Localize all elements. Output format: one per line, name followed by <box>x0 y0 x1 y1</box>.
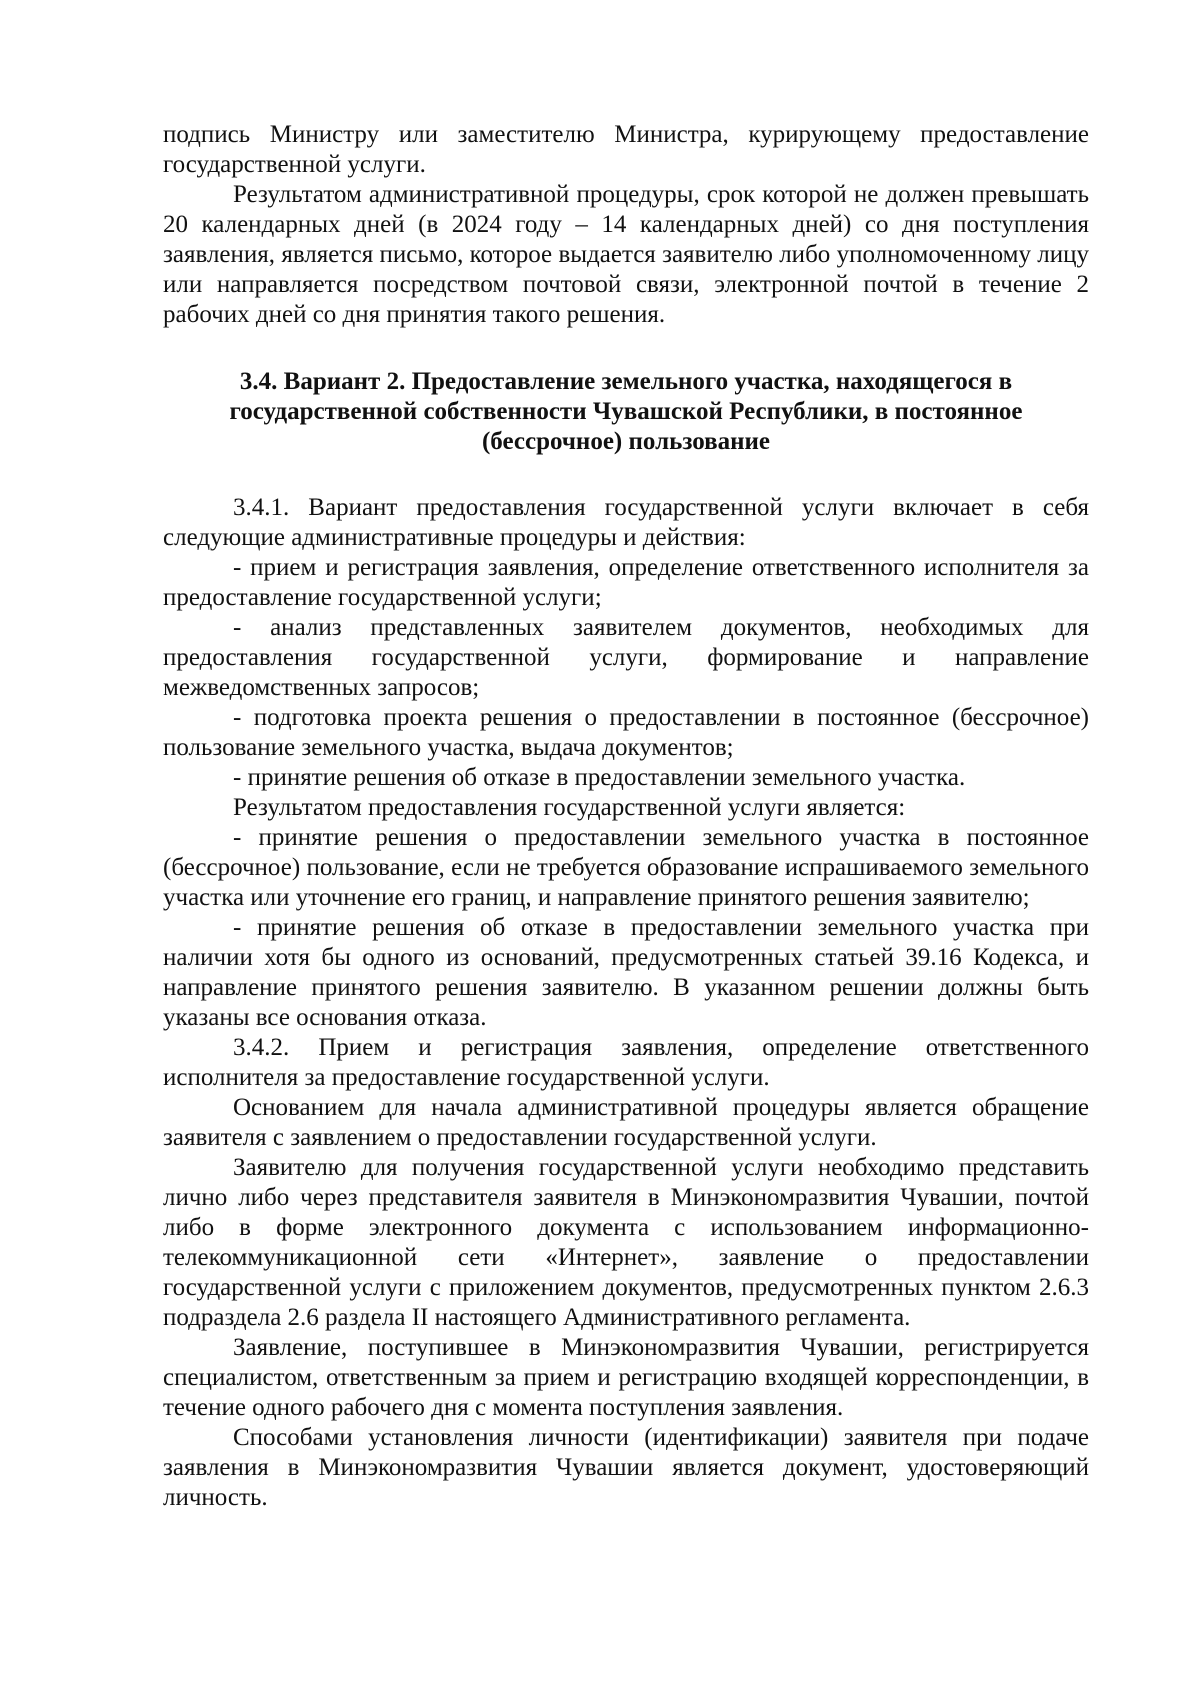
section-heading <box>163 367 1089 457</box>
list-item-refusal: - принятие решения об отказе в предоставлении земельного участка. <box>233 764 966 791</box>
result-intro-paragraph: Результатом предоставления государственной услуги является: <box>233 794 906 821</box>
list-item-analysis: - анализ представленных заявителем документов, необходимых для предоставления государственной услуги, формирование и направление межведомственных запросов; <box>163 614 1089 701</box>
paragraph-registration: Заявление, поступившее в Минэкономразвития Чувашии, регистрируется специалистом, ответственным за прием и регистрацию входящей корреспонденции, в течение одного рабочего дня с момента поступления заявления. <box>163 1334 1089 1421</box>
intro-paragraph-1: подпись Министру или заместителю Министра, курирующему предоставление государственной услуги. <box>163 121 1089 178</box>
result-item-refusal: - принятие решения об отказе в предоставлении земельного участка при наличии хотя бы одного из оснований, предусмотренных статьей 39.16 Кодекса, и направление принятого решения заявителю. В указанном решении должны быть указаны все основания отказа. <box>163 914 1089 1031</box>
paragraph-submission: Заявителю для получения государственной услуги необходимо представить лично либо через представителя заявителя в Минэкономразвития Чувашии, почтой либо в форме электронного документа с использованием информационно-телекоммуникационной сети «Интернет», заявление о предоставлении государственной услуги с приложением документов, предусмотренных пунктом 2.6.3 подраздела 2.6 раздела II настоящего Административного регламента. <box>163 1154 1089 1331</box>
result-item-grant: - принятие решения о предоставлении земельного участка в постоянное (бессрочное) пользование, если не требуется образование испрашиваемого земельного участка или уточнение его границ, и направление принятого решения заявителю; <box>163 824 1089 911</box>
paragraph-3-4-2: 3.4.2. Прием и регистрация заявления, определение ответственного исполнителя за предоставление государственной услуги. <box>163 1034 1089 1091</box>
list-item-reception: - прием и регистрация заявления, определение ответственного исполнителя за предоставление государственной услуги; <box>163 554 1089 611</box>
intro-paragraph-2: Результатом административной процедуры, срок которой не должен превышать 20 календарных дней (в 2024 году – 14 календарных дней) со дня поступления заявления, является письмо, которое выдается заявителю либо уполномоченному лицу или направляется посредством почтовой связи, электронной почтой в течение 2 рабочих дней со дня принятия такого решения. <box>163 181 1089 328</box>
paragraph-3-4-1: 3.4.1. Вариант предоставления государственной услуги включает в себя следующие административные процедуры и действия: <box>163 494 1089 551</box>
paragraph-identification: Способами установления личности (идентификации) заявителя при подаче заявления в Минэкономразвития Чувашии является документ, удостоверяющий личность. <box>163 1424 1089 1511</box>
paragraph-basis: Основанием для начала административной процедуры является обращение заявителя с заявлением о предоставлении государственной услуги. <box>163 1094 1089 1151</box>
list-item-preparation: - подготовка проекта решения о предоставлении в постоянное (бессрочное) пользование земельного участка, выдача документов; <box>163 704 1089 761</box>
document-body <box>163 120 1089 1513</box>
section-heading-text: 3.4. Вариант 2. Предоставление земельного участка, находящегося в государственной собственности Чувашской Республики, в постоянное (бессрочное) пользование <box>229 368 1023 455</box>
